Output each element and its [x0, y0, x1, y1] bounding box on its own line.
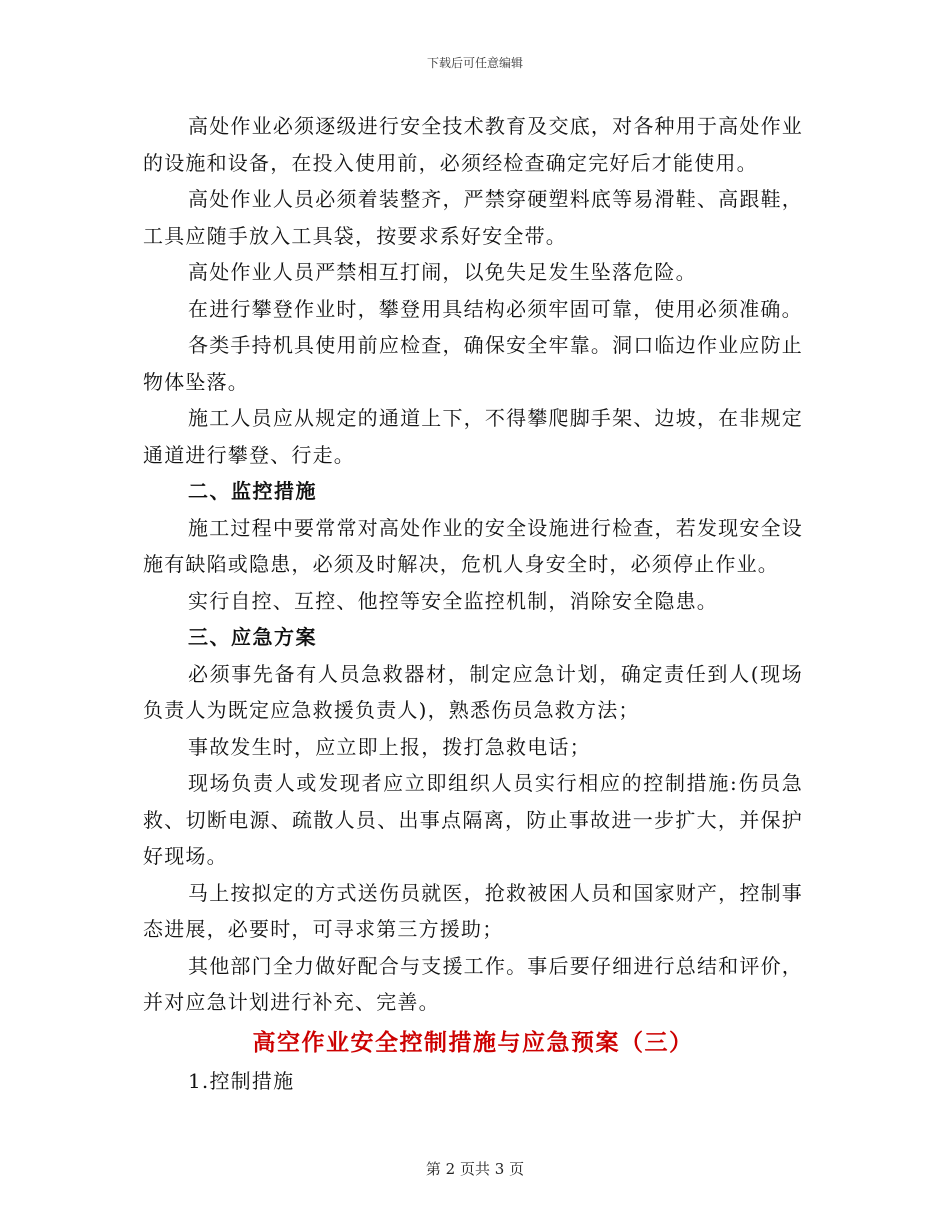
sub-heading-control-measures: 1.控制措施 — [188, 1068, 295, 1093]
paragraph: 施工过程中要常常对高处作业的安全设施进行检查，若发现安全设施有缺陷或隐患，必须及时解决，危机人身安全时，必须停止作业。 — [143, 515, 803, 576]
section-title: 高空作业安全控制措施与应急预案（三） — [252, 1028, 694, 1056]
section-heading-monitoring: 二、监控措施 — [188, 479, 317, 503]
paragraph: 事故发生时，应立即上报，拨打急救电话； — [188, 734, 591, 759]
page-footer: 第 2 页共 3 页 — [425, 1160, 525, 1178]
document-body — [143, 108, 803, 1099]
paragraph: 高处作业人员必须着装整齐，严禁穿硬塑料底等易滑鞋、高跟鞋，工具应随手放入工具袋，按要求系好安全带。 — [143, 187, 803, 248]
paragraph: 必须事先备有人员急救器材，制定应急计划，确定责任到人(现场负责人为既定应急救援负责人)，熟悉伤员急救方法； — [143, 661, 803, 722]
paragraph: 施工人员应从规定的通道上下，不得攀爬脚手架、边坡，在非规定通道进行攀登、行走。 — [143, 406, 803, 467]
paragraph: 各类手持机具使用前应检查，确保安全牢靠。洞口临边作业应防止物体坠落。 — [143, 333, 803, 394]
paragraph: 在进行攀登作业时，攀登用具结构必须牢固可靠，使用必须准确。 — [188, 296, 803, 321]
paragraph: 马上按拟定的方式送伤员就医，抢救被困人员和国家财产，控制事态进展，必要时，可寻求第三方援助； — [143, 880, 803, 941]
page-header: 下载后可任意编辑 — [426, 56, 523, 70]
paragraph: 高处作业人员严禁相互打闹，以免失足发生坠落危险。 — [188, 260, 697, 284]
paragraph: 其他部门全力做好配合与支援工作。事后要仔细进行总结和评价，并对应急计划进行补充、完善。 — [143, 953, 803, 1014]
paragraph: 实行自控、互控、他控等安全监控机制，消除安全隐患。 — [188, 588, 718, 613]
section-heading-emergency: 三、应急方案 — [188, 625, 317, 649]
paragraph: 现场负责人或发现者应立即组织人员实行相应的控制措施:伤员急救、切断电源、疏散人员、出事点隔离，防止事故进一步扩大，并保护好现场。 — [143, 771, 803, 868]
paragraph: 高处作业必须逐级进行安全技术教育及交底，对各种用于高处作业的设施和设备，在投入使用前，必须经检查确定完好后才能使用。 — [143, 114, 803, 175]
